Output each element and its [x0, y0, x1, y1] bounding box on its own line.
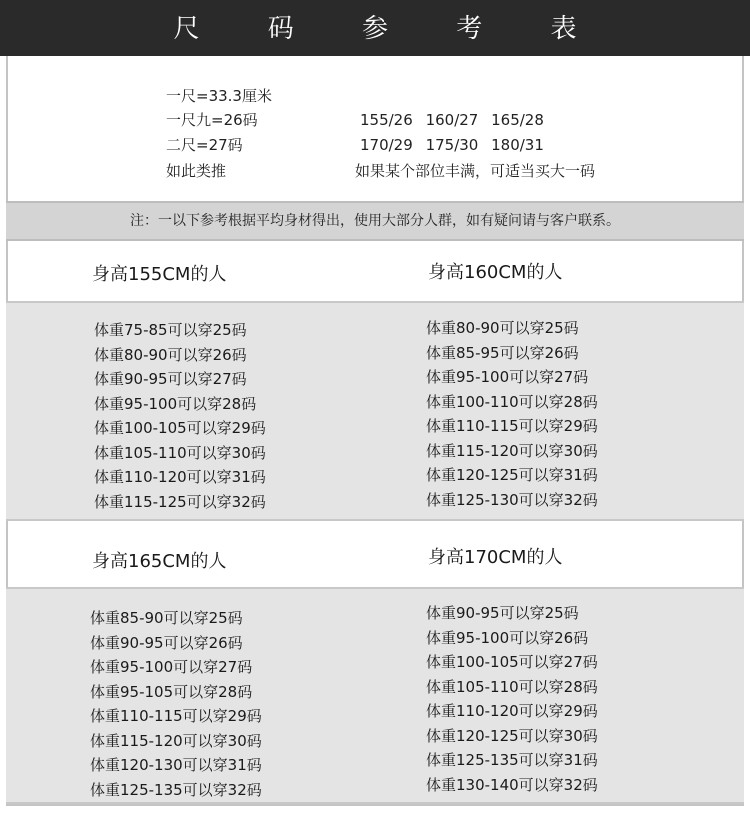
conversion-text: 二尺=27码	[166, 136, 243, 154]
list-item: 体重95-105可以穿28码	[90, 682, 253, 701]
list-item: 体重95-100可以穿27码	[90, 658, 253, 676]
size-list	[90, 606, 262, 802]
size-pairs-row	[360, 136, 544, 154]
list-item: 体重80-90可以穿26码	[94, 345, 247, 364]
list-item: 体重125-130可以穿32码	[426, 490, 598, 509]
size-list	[94, 318, 266, 514]
list-item: 体重95-100可以穿27码	[426, 368, 589, 386]
list-item: 体重85-90可以穿25码	[90, 609, 243, 627]
size-pair: 155/26	[360, 111, 413, 129]
size-pair: 170/29	[360, 136, 413, 154]
list-item: 体重95-100可以穿26码	[426, 628, 589, 647]
group-heading: 身高170CM的人	[428, 547, 563, 568]
list-item: 体重115-120可以穿30码	[90, 731, 262, 750]
list-item: 体重125-135可以穿32码	[90, 780, 262, 799]
list-item: 体重100-105可以穿29码	[94, 419, 266, 437]
list-item: 体重120-125可以穿30码	[426, 726, 598, 745]
list-item: 体重100-110可以穿28码	[426, 392, 598, 411]
list-item: 体重115-120可以穿30码	[426, 441, 598, 460]
fit-advice: 如果某个部位丰满，可适当买大一码	[355, 162, 596, 180]
list-item: 体重90-95可以穿26码	[90, 633, 243, 652]
list-item: 体重120-130可以穿31码	[90, 756, 262, 774]
conversion-text: 如此类推	[166, 162, 227, 180]
list-item: 体重95-100可以穿28码	[94, 394, 257, 413]
title-bar	[0, 0, 750, 56]
page-title: 尺 码 参 考 表	[173, 14, 607, 44]
conversion-text: 一尺=33.3厘米	[166, 87, 272, 105]
list-item: 体重110-120可以穿29码	[426, 702, 598, 720]
list-item: 体重115-125可以穿32码	[94, 492, 266, 511]
list-item: 体重110-120可以穿31码	[94, 468, 266, 486]
list-item: 体重75-85可以穿25码	[94, 321, 247, 339]
list-item: 体重90-95可以穿27码	[94, 370, 247, 388]
size-list	[426, 316, 598, 512]
group-heading: 身高165CM的人	[92, 551, 227, 572]
list-item: 体重100-105可以穿27码	[426, 653, 598, 671]
list-item: 体重130-140可以穿32码	[426, 775, 598, 794]
size-pair: 160/27	[425, 111, 479, 129]
size-list	[426, 601, 598, 797]
list-item: 体重105-110可以穿28码	[426, 677, 598, 696]
list-item: 体重120-125可以穿31码	[426, 466, 598, 484]
list-item: 体重110-115可以穿29码	[90, 707, 262, 725]
note-text: 注：一以下参考根据平均身材得出，使用大部分人群，如有疑问请与客户联系。	[130, 213, 620, 229]
group-heading: 身高160CM的人	[428, 262, 563, 283]
list-item: 体重90-95可以穿25码	[426, 604, 579, 622]
size-pair: 180/31	[491, 136, 544, 154]
group-heading: 身高155CM的人	[92, 264, 227, 285]
size-pairs-row	[360, 111, 544, 129]
conversion-text: 一尺九=26码	[166, 111, 258, 129]
list-item: 体重125-135可以穿31码	[426, 751, 598, 769]
size-pair: 165/28	[491, 111, 544, 129]
note-band	[6, 201, 744, 241]
list-item: 体重105-110可以穿30码	[94, 443, 266, 462]
list-item: 体重80-90可以穿25码	[426, 319, 579, 337]
list-item: 体重110-115可以穿29码	[426, 417, 598, 435]
size-pair: 175/30	[425, 136, 479, 154]
list-item: 体重85-95可以穿26码	[426, 343, 579, 362]
